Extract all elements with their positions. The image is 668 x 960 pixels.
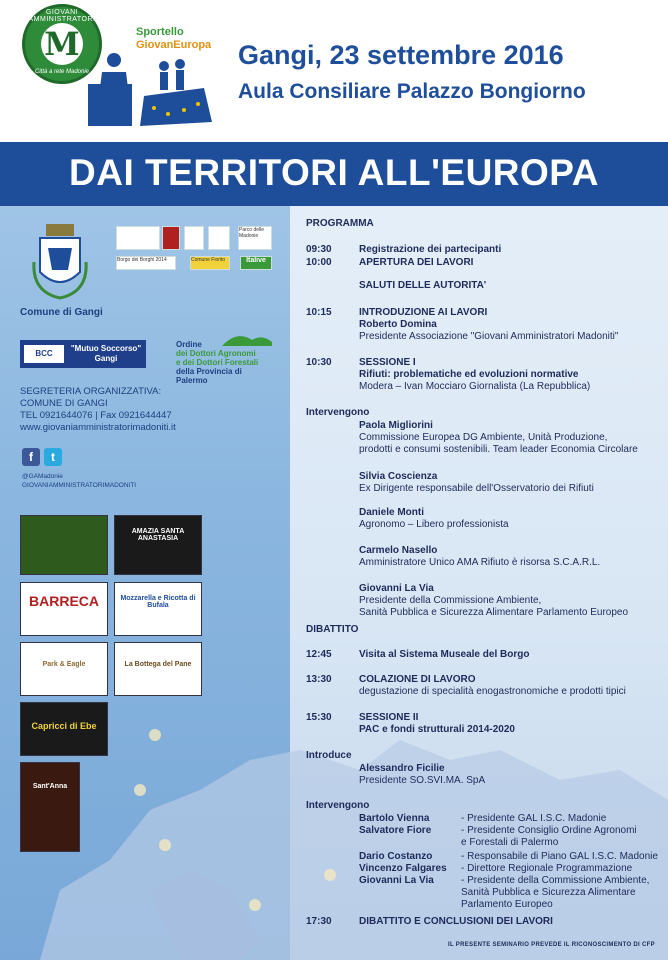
speaker-block [359,471,659,495]
sportello-illustration-icon [84,44,214,128]
sponsor-tile [114,582,202,636]
speaker-role: - Presidente della Commissione Ambiente, [461,875,650,886]
speaker-role-block [461,851,658,863]
item-line: DIBATTITO E CONCLUSIONI DEI LAVORI [359,916,553,927]
sponsor-tile [20,582,108,636]
segreteria-block [20,386,176,434]
introducer-name: Alessandro Ficilie [359,763,445,774]
mini-logo-text: Italive [246,257,266,264]
speaker-role: Agronomo – Libero professionista [359,519,509,530]
ordine-line2: dei Dottori Agronomi [176,349,256,358]
mini-logo [184,226,204,250]
sponsor-tile [20,515,108,575]
item-text [359,280,659,292]
speaker-role: - Presidente GAL I.S.C. Madonie [461,813,607,824]
segreteria-title: SEGRETERIA ORGANIZZATIVA: [20,386,162,397]
item-line: degustazione di specialità enogastronomiche e prodotti tipici [359,686,626,697]
item-line: COLAZIONE DI LAVORO [359,674,476,685]
intervengono-heading: Intervengono [306,407,370,418]
speaker-role: Ex Dirigente responsabile dell'Osservatorio dei Rifiuti [359,483,594,494]
logo-initial: M [41,23,83,65]
dibattito-heading: DIBATTITO [306,624,359,635]
item-text [359,674,659,698]
speaker-role-block [461,813,606,825]
speaker-role: - Responsabile di Piano GAL I.S.C. Madonie [461,851,658,862]
mini-logo [116,226,160,250]
speaker-block [359,420,659,456]
item-time: 09:30 [306,244,332,255]
speaker-role-block [461,825,637,849]
ordine-agronomi-logo [162,330,274,385]
item-line: Presidente Associazione "Giovani Amministratori Madoniti" [359,331,619,342]
speaker-name: Carmelo Nasello [359,545,438,556]
segreteria-phone: TEL 0921644076 | Fax 0921644447 [20,410,172,421]
sponsor-tile [114,642,202,696]
bcc-place: Gangi [94,354,118,363]
programme-heading: PROGRAMMA [306,218,374,229]
speaker-role: Sanità Pubblica e Sicurezza Alimentare [461,887,636,898]
item-time: 10:15 [306,307,332,318]
sponsor-name: AMAZIA SANTA ANASTASIA [131,528,185,542]
speaker-block [359,545,659,569]
event-venue: Aula Consiliare Palazzo Bongiorno [238,80,586,103]
bcc-short: BCC [24,345,64,363]
mini-logo [208,226,230,250]
item-text [359,307,659,343]
event-title: DAI TERRITORI ALL'EUROPA [69,152,599,193]
item-line: SALUTI DELLE AUTORITA' [359,280,487,291]
speaker-role: Commissione Europea DG Ambiente, Unità Produzione, [359,432,608,443]
sponsor-tile [20,762,80,852]
mini-logo-fiorito [190,256,230,270]
comune-label: Comune di Gangi [20,307,103,318]
speaker-name: Giovanni La Via [359,583,434,594]
sponsor-name: Park & Eagle [42,661,86,668]
ordine-line1: Ordine [176,340,202,349]
item-time: 12:45 [306,649,332,660]
speaker-role: - Direttore Regionale Programmazione [461,863,633,874]
item-text [359,916,659,928]
intervengono-heading-2: Intervengono [306,800,370,811]
mini-logo-borgo [116,256,176,270]
speaker-role: Amministratore Unico AMA Rifiuto è risorsa S.C.A.R.L. [359,557,601,568]
item-line: APERTURA DEI LAVORI [359,257,474,268]
segreteria-website[interactable]: www.giovaniamministratorimadoniti.it [20,422,176,433]
twitter-icon[interactable]: t [44,448,62,466]
sponsor-name: Mozzarella e Ricotta di Bufala [120,595,196,609]
bcc-name: "Mutuo Soccorso" [70,344,142,353]
item-time: 13:30 [306,674,332,685]
social-name: GIOVANIAMMINISTRATORIMADONITI [22,482,137,489]
item-text [359,244,659,256]
speaker-role: Sanità Pubblica e Sicurezza Alimentare Parlamento Europeo [359,607,629,618]
speaker-role: Parlamento Europeo [461,899,553,910]
ordine-text [176,340,274,385]
speaker-name: Paola Migliorini [359,420,433,431]
introduce-heading: Introduce [306,750,352,761]
introducer-role: Presidente SO.SVI.MA. SpA [359,775,486,786]
speaker-role-block [461,863,632,875]
speaker-name: Daniele Monti [359,507,425,518]
sponsor-name: La Bottega del Pane [124,661,192,668]
speaker-role: e Forestali di Palermo [461,837,559,848]
introducer-block [359,763,659,787]
item-line: INTRODUZIONE AI LAVORI [359,307,488,318]
item-line: Modera – Ivan Mocciaro Giornalista (La Repubblica) [359,381,591,392]
item-line: SESSIONE I [359,357,416,368]
sponsor-tile [114,515,202,575]
bcc-logo [20,340,146,368]
item-line: Roberto Domina [359,319,437,330]
sportello-line2: GiovanEuropa [136,39,212,51]
mini-logo-text: Borgo dei Borghi 2014 [117,257,167,263]
mini-logo-text: Comune Fiorito [191,257,226,263]
bcc-name-block [70,344,142,364]
speaker-role: - Presidente Consiglio Ordine Agronomi [461,825,637,836]
header [0,0,668,142]
speaker-name: Vincenzo Falgares [359,863,447,874]
logo-ring-text: GIOVANI AMMINISTRATORI [28,9,96,23]
item-text [359,357,659,393]
item-time: 17:30 [306,916,332,927]
logo-tagline: Città a rete Madonie [34,69,90,75]
facebook-icon[interactable]: f [22,448,40,466]
item-line: SESSIONE II [359,712,419,723]
item-time: 15:30 [306,712,332,723]
item-line: Visita al Sistema Museale del Borgo [359,649,530,660]
speaker-name: Bartolo Vienna [359,813,430,824]
item-text [359,257,659,269]
social-icons [22,448,66,466]
comune-crest-icon [30,222,90,302]
item-line: Registrazione dei partecipanti [359,244,502,255]
ordine-line4: della Provincia di Palermo [176,367,242,385]
mini-logo-parco [238,226,272,250]
sportello-line1: Sportello [136,26,184,38]
speaker-name: Giovanni La Via [359,875,434,886]
item-text [359,712,659,736]
item-time: 10:00 [306,257,332,268]
event-date: Gangi, 23 settembre 2016 [238,40,564,70]
ordine-line3: e dei Dottori Forestali [176,358,259,367]
sponsor-tile [20,642,108,696]
item-text [359,649,659,661]
speaker-name: Salvatore Fiore [359,825,432,836]
speaker-name: Dario Costanzo [359,851,433,862]
speaker-block [359,583,659,619]
sponsor-name: Sant'Anna [32,783,68,790]
speaker-role: prodotti e consumi sostenibili. Team leader Economia Circolare [359,444,638,455]
mini-logo-text: Parco delle Madonie [239,227,265,239]
speaker-role: Presidente della Commissione Ambiente, [359,595,542,606]
sponsor-name: BARRECA [29,593,99,609]
mini-logo [162,226,180,250]
sponsor-name: Capricci di Ebe [31,721,97,731]
social-handle: @GAMadonie [22,473,63,480]
item-line: PAC e fondi strutturali 2014-2020 [359,724,515,735]
social-text [22,472,136,490]
item-line: Rifiuti: problematiche ed evoluzioni normative [359,369,579,380]
speaker-name: Silvia Coscienza [359,471,438,482]
segreteria-org: COMUNE DI GANGI [20,398,108,409]
speaker-role-block [461,875,649,911]
cfp-footnote: IL PRESENTE SEMINARIO PREVEDE IL RICONOSCIMENTO DI CFP [448,942,655,948]
sponsor-tile [20,702,108,756]
title-band [0,142,668,206]
mini-logo-italive [240,256,272,270]
item-time: 10:30 [306,357,332,368]
speaker-block [359,507,659,531]
